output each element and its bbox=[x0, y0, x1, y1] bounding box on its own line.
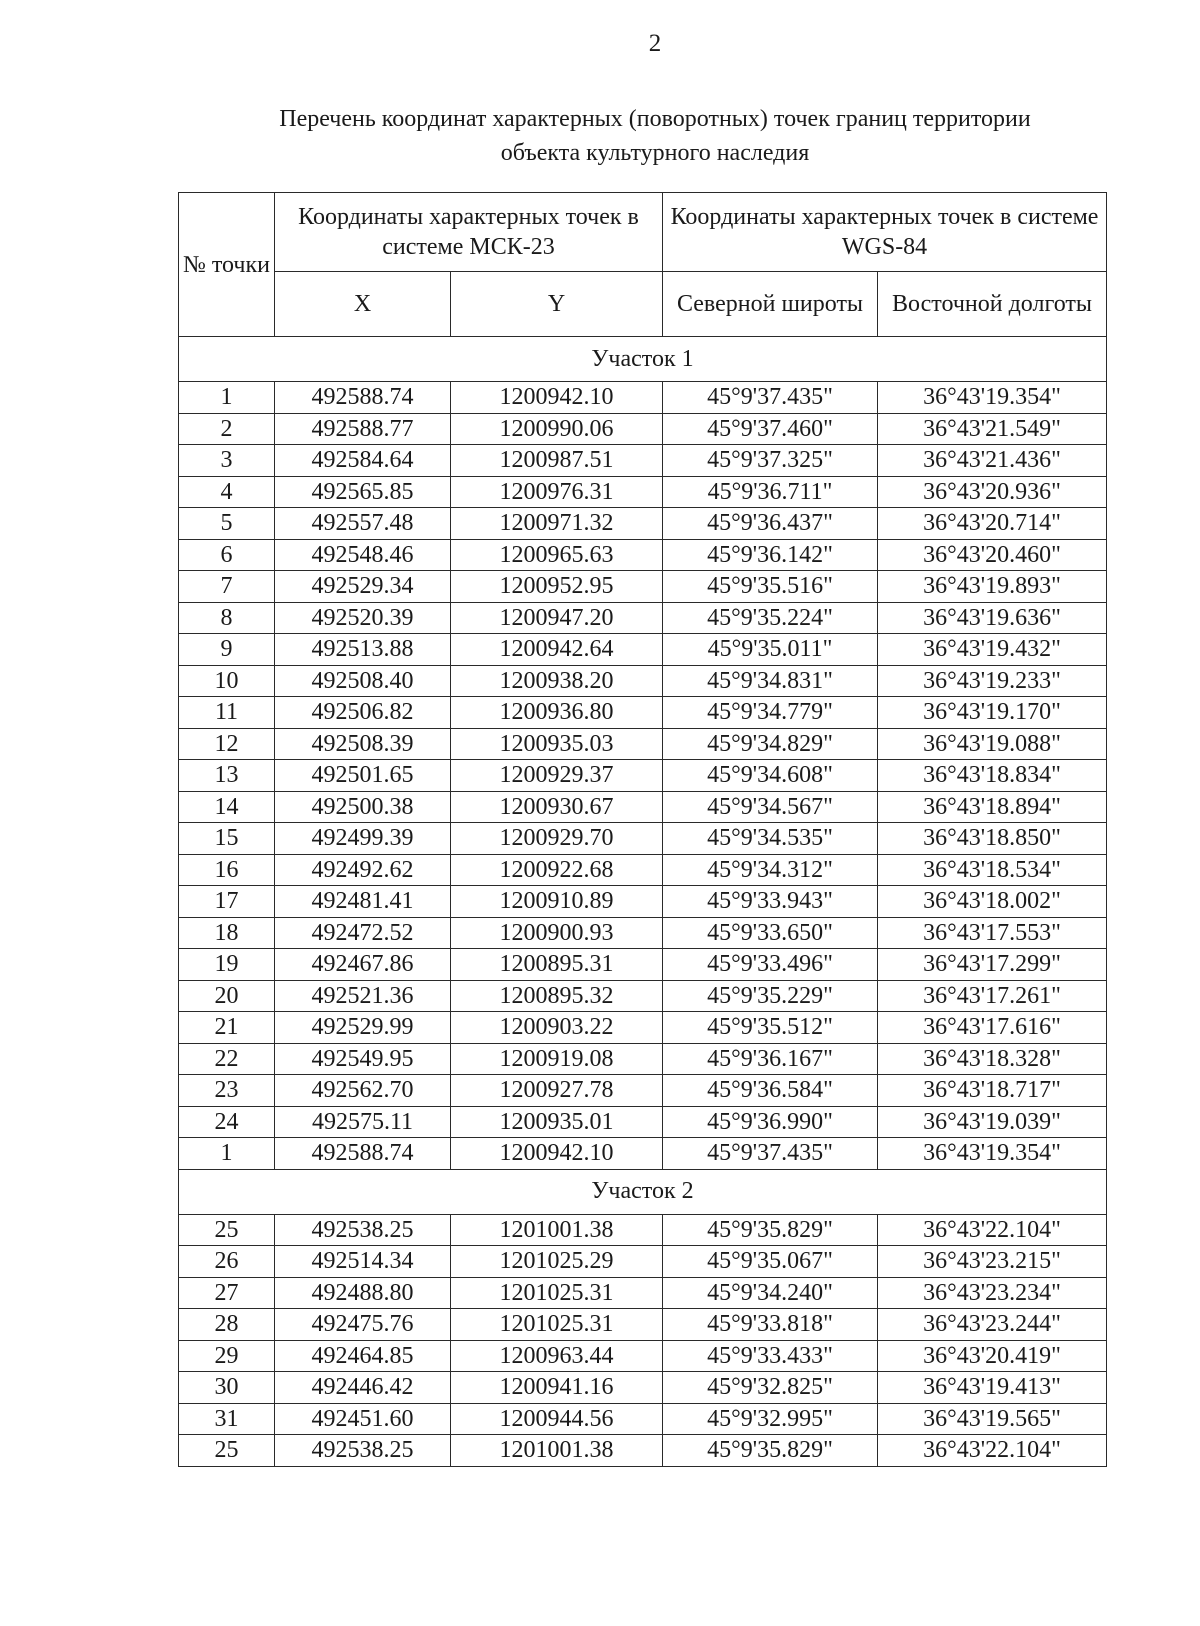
table-row bbox=[179, 728, 1107, 760]
table-row bbox=[179, 571, 1107, 603]
cell-x: 492575.11 bbox=[275, 1106, 451, 1138]
cell-north-latitude: 45°9'35.829" bbox=[663, 1214, 878, 1246]
cell-x: 492464.85 bbox=[275, 1340, 451, 1372]
header-east-longitude: Восточной долготы bbox=[878, 272, 1107, 337]
cell-y: 1200971.32 bbox=[451, 508, 663, 540]
cell-y: 1200895.32 bbox=[451, 980, 663, 1012]
cell-x: 492565.85 bbox=[275, 476, 451, 508]
cell-y: 1200895.31 bbox=[451, 949, 663, 981]
cell-east-longitude: 36°43'22.104" bbox=[878, 1214, 1107, 1246]
cell-east-longitude: 36°43'19.413" bbox=[878, 1372, 1107, 1404]
table-row bbox=[179, 665, 1107, 697]
cell-north-latitude: 45°9'36.711" bbox=[663, 476, 878, 508]
cell-point-number: 15 bbox=[179, 823, 275, 855]
cell-east-longitude: 36°43'17.616" bbox=[878, 1012, 1107, 1044]
document-title bbox=[180, 102, 1130, 170]
header-msk23-group: Координаты характерных точек в системе МСК-23 bbox=[275, 193, 663, 272]
header-point-number: № точки bbox=[179, 193, 275, 337]
cell-north-latitude: 45°9'32.825" bbox=[663, 1372, 878, 1404]
table-row bbox=[179, 476, 1107, 508]
header-north-latitude: Северной широты bbox=[663, 272, 878, 337]
cell-north-latitude: 45°9'35.011" bbox=[663, 634, 878, 666]
cell-north-latitude: 45°9'35.067" bbox=[663, 1246, 878, 1278]
cell-x: 492475.76 bbox=[275, 1309, 451, 1341]
cell-north-latitude: 45°9'34.567" bbox=[663, 791, 878, 823]
cell-y: 1200938.20 bbox=[451, 665, 663, 697]
cell-north-latitude: 45°9'36.990" bbox=[663, 1106, 878, 1138]
cell-east-longitude: 36°43'19.170" bbox=[878, 697, 1107, 729]
cell-y: 1201001.38 bbox=[451, 1435, 663, 1467]
cell-north-latitude: 45°9'37.435" bbox=[663, 1138, 878, 1170]
cell-point-number: 18 bbox=[179, 917, 275, 949]
cell-point-number: 10 bbox=[179, 665, 275, 697]
header-wgs84-group: Координаты характерных точек в системе WGS-84 bbox=[663, 193, 1107, 272]
cell-y: 1200903.22 bbox=[451, 1012, 663, 1044]
cell-x: 492508.39 bbox=[275, 728, 451, 760]
cell-north-latitude: 45°9'34.608" bbox=[663, 760, 878, 792]
cell-east-longitude: 36°43'18.534" bbox=[878, 854, 1107, 886]
cell-y: 1200900.93 bbox=[451, 917, 663, 949]
cell-north-latitude: 45°9'35.229" bbox=[663, 980, 878, 1012]
cell-y: 1200942.10 bbox=[451, 1138, 663, 1170]
cell-point-number: 27 bbox=[179, 1277, 275, 1309]
cell-north-latitude: 45°9'35.224" bbox=[663, 602, 878, 634]
cell-point-number: 11 bbox=[179, 697, 275, 729]
table-row bbox=[179, 760, 1107, 792]
cell-x: 492538.25 bbox=[275, 1214, 451, 1246]
table-row bbox=[179, 1075, 1107, 1107]
cell-point-number: 19 bbox=[179, 949, 275, 981]
cell-point-number: 25 bbox=[179, 1435, 275, 1467]
cell-point-number: 31 bbox=[179, 1403, 275, 1435]
cell-point-number: 29 bbox=[179, 1340, 275, 1372]
cell-east-longitude: 36°43'23.215" bbox=[878, 1246, 1107, 1278]
cell-east-longitude: 36°43'20.714" bbox=[878, 508, 1107, 540]
cell-y: 1200930.67 bbox=[451, 791, 663, 823]
cell-east-longitude: 36°43'19.636" bbox=[878, 602, 1107, 634]
header-row-sub bbox=[179, 272, 1107, 337]
cell-point-number: 21 bbox=[179, 1012, 275, 1044]
document-title-line-2: объекта культурного наследия bbox=[500, 140, 810, 166]
table-row bbox=[179, 1403, 1107, 1435]
cell-point-number: 30 bbox=[179, 1372, 275, 1404]
table-row bbox=[179, 1435, 1107, 1467]
cell-y: 1200976.31 bbox=[451, 476, 663, 508]
cell-north-latitude: 45°9'33.650" bbox=[663, 917, 878, 949]
cell-y: 1200919.08 bbox=[451, 1043, 663, 1075]
cell-point-number: 6 bbox=[179, 539, 275, 571]
cell-point-number: 4 bbox=[179, 476, 275, 508]
cell-east-longitude: 36°43'20.460" bbox=[878, 539, 1107, 571]
cell-north-latitude: 45°9'34.779" bbox=[663, 697, 878, 729]
table-row bbox=[179, 791, 1107, 823]
cell-y: 1201025.29 bbox=[451, 1246, 663, 1278]
cell-north-latitude: 45°9'35.829" bbox=[663, 1435, 878, 1467]
cell-east-longitude: 36°43'19.088" bbox=[878, 728, 1107, 760]
cell-y: 1200944.56 bbox=[451, 1403, 663, 1435]
cell-x: 492492.62 bbox=[275, 854, 451, 886]
cell-north-latitude: 45°9'35.512" bbox=[663, 1012, 878, 1044]
cell-y: 1200942.10 bbox=[451, 382, 663, 414]
cell-y: 1200990.06 bbox=[451, 413, 663, 445]
cell-y: 1200941.16 bbox=[451, 1372, 663, 1404]
cell-point-number: 14 bbox=[179, 791, 275, 823]
cell-y: 1200927.78 bbox=[451, 1075, 663, 1107]
cell-point-number: 28 bbox=[179, 1309, 275, 1341]
cell-east-longitude: 36°43'18.717" bbox=[878, 1075, 1107, 1107]
header-y: Y bbox=[451, 272, 663, 337]
table-row bbox=[179, 1106, 1107, 1138]
cell-north-latitude: 45°9'33.496" bbox=[663, 949, 878, 981]
cell-east-longitude: 36°43'19.039" bbox=[878, 1106, 1107, 1138]
cell-point-number: 20 bbox=[179, 980, 275, 1012]
section-title: Участок 2 bbox=[179, 1169, 1107, 1214]
cell-x: 492538.25 bbox=[275, 1435, 451, 1467]
cell-x: 492446.42 bbox=[275, 1372, 451, 1404]
cell-y: 1200929.37 bbox=[451, 760, 663, 792]
cell-x: 492521.36 bbox=[275, 980, 451, 1012]
cell-point-number: 22 bbox=[179, 1043, 275, 1075]
cell-x: 492472.52 bbox=[275, 917, 451, 949]
cell-east-longitude: 36°43'19.565" bbox=[878, 1403, 1107, 1435]
cell-north-latitude: 45°9'34.312" bbox=[663, 854, 878, 886]
cell-north-latitude: 45°9'34.831" bbox=[663, 665, 878, 697]
cell-east-longitude: 36°43'18.834" bbox=[878, 760, 1107, 792]
table-row bbox=[179, 1012, 1107, 1044]
cell-east-longitude: 36°43'17.553" bbox=[878, 917, 1107, 949]
cell-y: 1201025.31 bbox=[451, 1309, 663, 1341]
cell-x: 492501.65 bbox=[275, 760, 451, 792]
cell-x: 492588.74 bbox=[275, 1138, 451, 1170]
cell-x: 492499.39 bbox=[275, 823, 451, 855]
cell-y: 1201001.38 bbox=[451, 1214, 663, 1246]
cell-east-longitude: 36°43'18.850" bbox=[878, 823, 1107, 855]
cell-north-latitude: 45°9'36.437" bbox=[663, 508, 878, 540]
cell-x: 492513.88 bbox=[275, 634, 451, 666]
cell-north-latitude: 45°9'33.818" bbox=[663, 1309, 878, 1341]
cell-x: 492481.41 bbox=[275, 886, 451, 918]
table-row bbox=[179, 1309, 1107, 1341]
cell-east-longitude: 36°43'19.432" bbox=[878, 634, 1107, 666]
cell-north-latitude: 45°9'32.995" bbox=[663, 1403, 878, 1435]
cell-east-longitude: 36°43'18.002" bbox=[878, 886, 1107, 918]
section-row bbox=[179, 1169, 1107, 1214]
cell-east-longitude: 36°43'21.549" bbox=[878, 413, 1107, 445]
cell-y: 1200929.70 bbox=[451, 823, 663, 855]
cell-x: 492562.70 bbox=[275, 1075, 451, 1107]
cell-x: 492588.77 bbox=[275, 413, 451, 445]
cell-y: 1200935.01 bbox=[451, 1106, 663, 1138]
table-row bbox=[179, 980, 1107, 1012]
cell-point-number: 8 bbox=[179, 602, 275, 634]
cell-y: 1200947.20 bbox=[451, 602, 663, 634]
cell-north-latitude: 45°9'33.433" bbox=[663, 1340, 878, 1372]
cell-y: 1200963.44 bbox=[451, 1340, 663, 1372]
section-title: Участок 1 bbox=[179, 337, 1107, 382]
cell-point-number: 1 bbox=[179, 382, 275, 414]
cell-point-number: 2 bbox=[179, 413, 275, 445]
cell-east-longitude: 36°43'23.244" bbox=[878, 1309, 1107, 1341]
table-row bbox=[179, 823, 1107, 855]
cell-east-longitude: 36°43'18.894" bbox=[878, 791, 1107, 823]
cell-east-longitude: 36°43'20.419" bbox=[878, 1340, 1107, 1372]
table-row bbox=[179, 382, 1107, 414]
cell-east-longitude: 36°43'17.299" bbox=[878, 949, 1107, 981]
cell-point-number: 3 bbox=[179, 445, 275, 477]
document-title-line-1: Перечень координат характерных (поворотных) точек границ территории bbox=[279, 106, 1031, 132]
cell-north-latitude: 45°9'37.325" bbox=[663, 445, 878, 477]
cell-x: 492508.40 bbox=[275, 665, 451, 697]
table-row bbox=[179, 1214, 1107, 1246]
table-body bbox=[179, 337, 1107, 1467]
table-row bbox=[179, 1340, 1107, 1372]
table-row bbox=[179, 1043, 1107, 1075]
cell-x: 492467.86 bbox=[275, 949, 451, 981]
cell-north-latitude: 45°9'35.516" bbox=[663, 571, 878, 603]
cell-east-longitude: 36°43'19.233" bbox=[878, 665, 1107, 697]
cell-y: 1200942.64 bbox=[451, 634, 663, 666]
table-row bbox=[179, 445, 1107, 477]
table-row bbox=[179, 1246, 1107, 1278]
cell-x: 492548.46 bbox=[275, 539, 451, 571]
cell-x: 492500.38 bbox=[275, 791, 451, 823]
page-number: 2 bbox=[648, 30, 662, 57]
cell-north-latitude: 45°9'34.829" bbox=[663, 728, 878, 760]
cell-north-latitude: 45°9'36.584" bbox=[663, 1075, 878, 1107]
cell-east-longitude: 36°43'18.328" bbox=[878, 1043, 1107, 1075]
table-row bbox=[179, 539, 1107, 571]
coordinates-table bbox=[178, 192, 1107, 1467]
cell-point-number: 13 bbox=[179, 760, 275, 792]
cell-point-number: 16 bbox=[179, 854, 275, 886]
cell-east-longitude: 36°43'19.893" bbox=[878, 571, 1107, 603]
cell-y: 1200952.95 bbox=[451, 571, 663, 603]
cell-east-longitude: 36°43'20.936" bbox=[878, 476, 1107, 508]
cell-east-longitude: 36°43'17.261" bbox=[878, 980, 1107, 1012]
section-row bbox=[179, 337, 1107, 382]
table-row bbox=[179, 1138, 1107, 1170]
cell-y: 1200936.80 bbox=[451, 697, 663, 729]
cell-x: 492529.99 bbox=[275, 1012, 451, 1044]
table-row bbox=[179, 886, 1107, 918]
cell-point-number: 1 bbox=[179, 1138, 275, 1170]
cell-point-number: 17 bbox=[179, 886, 275, 918]
cell-x: 492520.39 bbox=[275, 602, 451, 634]
cell-x: 492557.48 bbox=[275, 508, 451, 540]
cell-x: 492584.64 bbox=[275, 445, 451, 477]
cell-east-longitude: 36°43'22.104" bbox=[878, 1435, 1107, 1467]
cell-east-longitude: 36°43'21.436" bbox=[878, 445, 1107, 477]
cell-x: 492488.80 bbox=[275, 1277, 451, 1309]
cell-x: 492588.74 bbox=[275, 382, 451, 414]
table-row bbox=[179, 1277, 1107, 1309]
table-row bbox=[179, 697, 1107, 729]
cell-y: 1200965.63 bbox=[451, 539, 663, 571]
table-row bbox=[179, 917, 1107, 949]
table-row bbox=[179, 949, 1107, 981]
cell-x: 492514.34 bbox=[275, 1246, 451, 1278]
cell-x: 492529.34 bbox=[275, 571, 451, 603]
cell-y: 1201025.31 bbox=[451, 1277, 663, 1309]
cell-x: 492451.60 bbox=[275, 1403, 451, 1435]
cell-north-latitude: 45°9'34.535" bbox=[663, 823, 878, 855]
cell-north-latitude: 45°9'36.142" bbox=[663, 539, 878, 571]
cell-north-latitude: 45°9'37.435" bbox=[663, 382, 878, 414]
cell-east-longitude: 36°43'19.354" bbox=[878, 1138, 1107, 1170]
table-row bbox=[179, 602, 1107, 634]
table-row bbox=[179, 413, 1107, 445]
table-row bbox=[179, 508, 1107, 540]
cell-east-longitude: 36°43'19.354" bbox=[878, 382, 1107, 414]
table-row bbox=[179, 634, 1107, 666]
cell-point-number: 23 bbox=[179, 1075, 275, 1107]
cell-y: 1200922.68 bbox=[451, 854, 663, 886]
header-x: X bbox=[275, 272, 451, 337]
cell-point-number: 26 bbox=[179, 1246, 275, 1278]
header-row-top bbox=[179, 193, 1107, 272]
cell-north-latitude: 45°9'33.943" bbox=[663, 886, 878, 918]
cell-north-latitude: 45°9'34.240" bbox=[663, 1277, 878, 1309]
table-row bbox=[179, 854, 1107, 886]
cell-x: 492549.95 bbox=[275, 1043, 451, 1075]
cell-east-longitude: 36°43'23.234" bbox=[878, 1277, 1107, 1309]
cell-north-latitude: 45°9'36.167" bbox=[663, 1043, 878, 1075]
cell-point-number: 7 bbox=[179, 571, 275, 603]
cell-y: 1200910.89 bbox=[451, 886, 663, 918]
cell-north-latitude: 45°9'37.460" bbox=[663, 413, 878, 445]
table-row bbox=[179, 1372, 1107, 1404]
cell-point-number: 25 bbox=[179, 1214, 275, 1246]
cell-x: 492506.82 bbox=[275, 697, 451, 729]
cell-y: 1200935.03 bbox=[451, 728, 663, 760]
cell-y: 1200987.51 bbox=[451, 445, 663, 477]
cell-point-number: 12 bbox=[179, 728, 275, 760]
cell-point-number: 5 bbox=[179, 508, 275, 540]
cell-point-number: 9 bbox=[179, 634, 275, 666]
cell-point-number: 24 bbox=[179, 1106, 275, 1138]
